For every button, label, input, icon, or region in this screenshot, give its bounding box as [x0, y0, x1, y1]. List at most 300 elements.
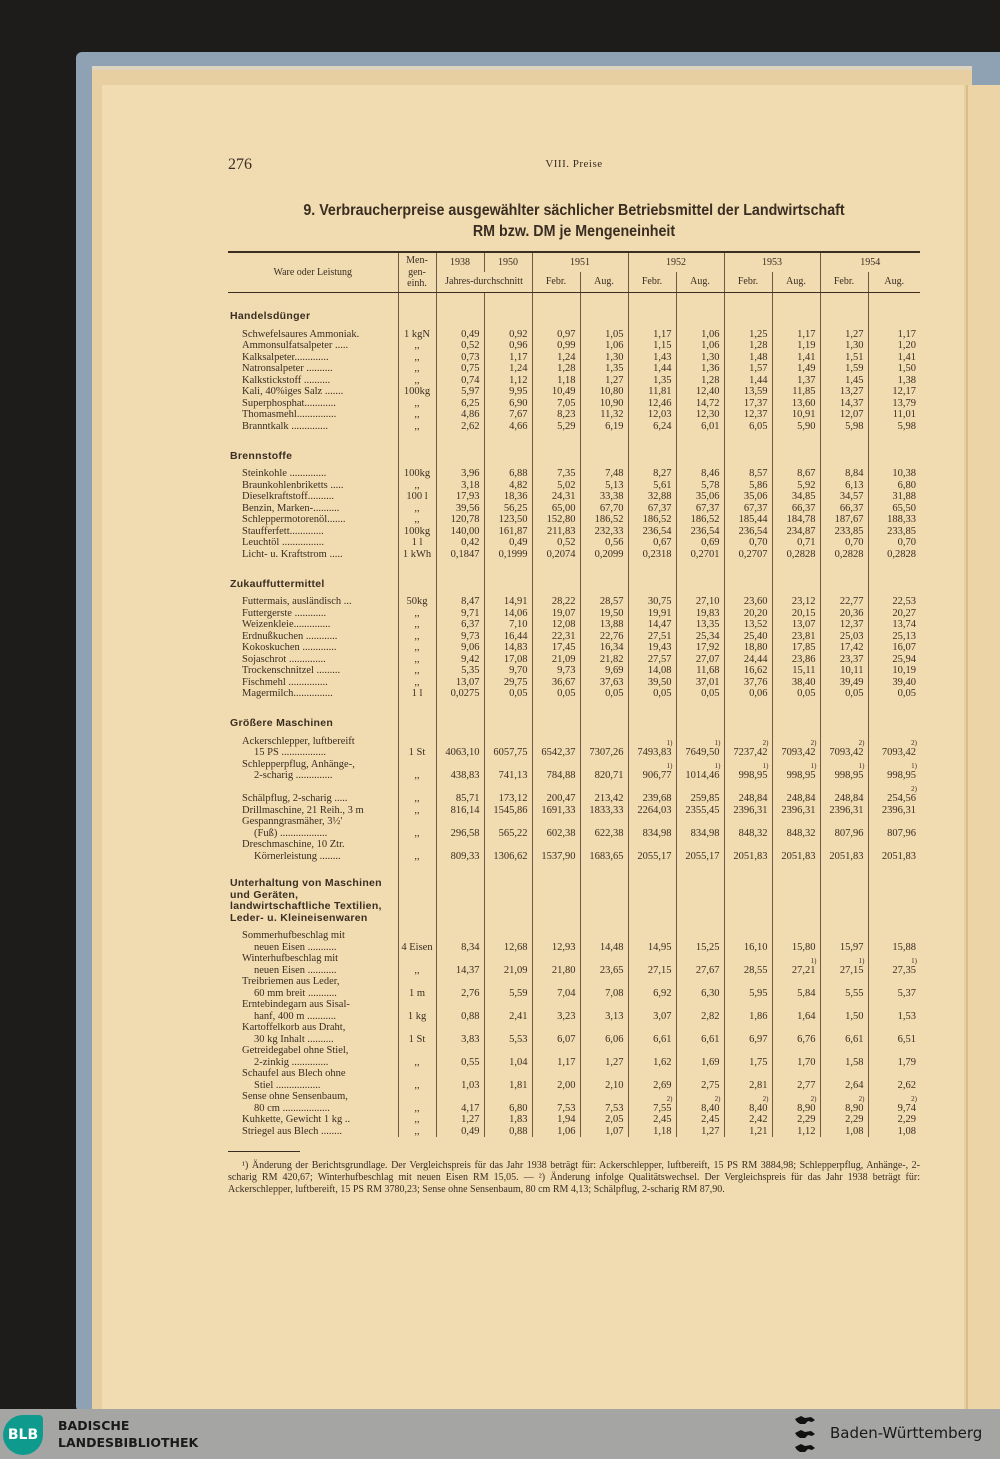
table-row	[228, 421, 920, 433]
value: 6,01	[701, 420, 720, 432]
value: 14,08	[647, 665, 672, 676]
empty-cell	[820, 700, 868, 736]
value-cell	[772, 363, 820, 375]
footnote-marker: 1)	[714, 739, 721, 747]
value-cell	[484, 654, 532, 666]
value-cell	[628, 375, 676, 387]
value: 8,40	[749, 1102, 768, 1114]
value-cell	[772, 782, 820, 805]
value: 1,37	[797, 374, 816, 386]
value: 5,59	[509, 987, 528, 999]
group-header-row	[228, 700, 920, 736]
table-row	[228, 398, 920, 410]
value-wrap	[797, 688, 815, 700]
value-cell	[484, 608, 532, 620]
value: 5,84	[797, 987, 816, 999]
value-wrap	[552, 654, 576, 666]
value: 998,95	[887, 770, 916, 781]
unit-cell: ,,	[398, 409, 436, 421]
value: 2,64	[845, 1079, 864, 1091]
value: 7,05	[557, 397, 576, 409]
value: 6,05	[749, 420, 768, 432]
value: 233,85	[887, 525, 916, 537]
value-cell	[436, 409, 484, 421]
value-cell	[868, 409, 920, 421]
value-cell	[724, 329, 772, 341]
value-wrap	[547, 526, 576, 538]
value-wrap	[600, 642, 624, 654]
value-cell	[676, 805, 724, 817]
value-wrap	[509, 1057, 527, 1069]
value: 0,05	[509, 688, 528, 699]
value-cell	[772, 526, 820, 538]
item-name-line-1: Dieselkraftstoff..........	[242, 491, 334, 502]
value: 7,08	[605, 987, 624, 999]
value: 2396,31	[733, 804, 768, 816]
value-cell	[820, 665, 868, 677]
value: 1,04	[509, 1056, 528, 1068]
value-wrap	[461, 468, 479, 480]
value: 1,17	[653, 328, 672, 340]
value-wrap	[840, 642, 864, 654]
value-cell	[628, 736, 676, 759]
value-wrap	[701, 1114, 719, 1126]
value: 7,55	[653, 1102, 672, 1114]
value: 15,88	[892, 941, 916, 953]
value-cell	[580, 736, 628, 759]
unit-cell: ,,	[398, 805, 436, 817]
value-wrap	[733, 739, 769, 759]
value-cell	[484, 596, 532, 608]
value-cell	[676, 398, 724, 410]
value: 248,84	[834, 793, 864, 804]
value: 816,14	[450, 804, 480, 816]
value-cell	[628, 491, 676, 503]
value-cell	[532, 1045, 580, 1068]
empty-cell	[532, 432, 580, 468]
value: 65,50	[892, 502, 916, 514]
value-wrap	[648, 965, 672, 977]
value-cell	[628, 1114, 676, 1126]
value-cell	[436, 1126, 484, 1138]
item-name	[228, 976, 398, 999]
blb-name[interactable]	[58, 1417, 198, 1451]
value: 7649,50	[685, 747, 720, 758]
value-cell	[484, 398, 532, 410]
header-aug: Aug.	[676, 272, 724, 292]
header-aug: Aug.	[868, 272, 920, 292]
value-cell	[580, 468, 628, 480]
value: 23,65	[599, 964, 624, 976]
value-wrap	[557, 398, 575, 410]
value-wrap	[787, 828, 816, 840]
table-row	[228, 537, 920, 549]
value-cell	[676, 999, 724, 1022]
value: 6,07	[557, 1033, 576, 1045]
value-cell	[436, 631, 484, 643]
value-wrap	[509, 1103, 527, 1115]
item-name-line-2: hanf, 400 m ...........	[254, 1010, 336, 1022]
table-row	[228, 999, 920, 1022]
header-aug: Aug.	[580, 272, 628, 292]
item-name-line-1: Natronsalpeter ..........	[242, 363, 333, 374]
value: 25,40	[743, 630, 768, 642]
unit-cell: 1 kg	[398, 999, 436, 1022]
value: 602,38	[546, 827, 576, 839]
value: 23,12	[791, 596, 816, 607]
empty-cell	[484, 292, 532, 329]
value: 13,35	[695, 619, 720, 630]
value: 27,21	[791, 964, 816, 976]
value-wrap	[797, 1094, 817, 1115]
value-wrap	[461, 1114, 479, 1126]
item-name	[228, 503, 398, 515]
value-wrap	[892, 654, 916, 666]
item-name	[228, 782, 398, 805]
value-cell	[772, 759, 820, 782]
value: 7493,83	[637, 747, 672, 758]
item-name	[228, 596, 398, 608]
value-cell	[676, 491, 724, 503]
footnote-marker: 1)	[911, 956, 917, 965]
value-cell	[580, 398, 628, 410]
blb-logo[interactable]: BLB	[3, 1415, 43, 1455]
value-wrap	[509, 1034, 527, 1046]
item-name-line-1: Kalksalpeter.............	[242, 351, 329, 363]
item-name	[228, 421, 398, 433]
value-wrap	[845, 363, 863, 375]
value-cell	[484, 329, 532, 341]
value-cell	[820, 677, 868, 689]
value: 12,40	[695, 386, 720, 397]
value-cell	[484, 421, 532, 433]
item-name	[228, 340, 398, 352]
value: 0,1847	[450, 548, 480, 560]
value-cell	[436, 514, 484, 526]
value-wrap	[897, 1094, 917, 1115]
value-wrap	[653, 480, 671, 492]
value: 1,27	[461, 1114, 480, 1125]
value: 9,73	[461, 630, 480, 642]
item-name-line-2: 2-scharig ..............	[254, 770, 333, 781]
value-wrap	[829, 851, 863, 863]
value: 0,70	[897, 537, 916, 548]
item-name-line-1: Kartoffelkorb aus Draht,	[242, 1022, 346, 1033]
value: 5,53	[509, 1033, 528, 1045]
value: 0,05	[845, 688, 864, 699]
value: 11,85	[792, 386, 816, 397]
value-cell	[724, 759, 772, 782]
value-cell	[772, 468, 820, 480]
empty-cell	[484, 700, 532, 736]
value-wrap	[744, 503, 768, 515]
value: 17,45	[551, 642, 576, 653]
value: 1,24	[557, 351, 576, 363]
value-wrap	[749, 688, 767, 700]
value: 2396,31	[829, 804, 864, 816]
value: 1,06	[701, 340, 720, 351]
value: 4,86	[461, 409, 480, 420]
value: 8,23	[557, 409, 576, 420]
value-wrap	[461, 1126, 479, 1138]
value-wrap	[892, 642, 916, 654]
value: 0,2828	[834, 548, 864, 560]
value-wrap	[792, 409, 816, 421]
value-wrap	[701, 375, 719, 387]
value-cell	[820, 999, 868, 1022]
value-cell	[436, 1045, 484, 1068]
value: 0,2701	[690, 548, 720, 560]
empty-cell	[628, 292, 676, 329]
value-cell	[772, 386, 820, 398]
value: 186,52	[642, 514, 672, 525]
table-row	[228, 736, 920, 759]
value-wrap	[648, 386, 671, 398]
item-name-line-1: Kokoskuchen .............	[242, 642, 337, 653]
value-wrap	[882, 851, 916, 863]
value-cell	[772, 514, 820, 526]
value: 2051,83	[881, 850, 916, 862]
empty-cell	[820, 862, 868, 930]
value: 8,40	[701, 1102, 720, 1114]
value: 6057,75	[493, 747, 528, 758]
value-cell	[772, 537, 820, 549]
value-wrap	[461, 654, 479, 666]
value: 8,47	[461, 596, 480, 607]
value: 2,41	[509, 1010, 528, 1022]
value-wrap	[509, 1080, 527, 1092]
item-name-line-1: Dreschmaschine, 10 Ztr.	[242, 839, 345, 850]
value-wrap	[749, 537, 767, 549]
value-wrap	[787, 549, 816, 561]
value-wrap	[739, 793, 768, 805]
value-cell	[580, 363, 628, 375]
value: 834,98	[642, 827, 672, 839]
empty-cell	[484, 560, 532, 596]
footnote-marker: 1)	[666, 762, 673, 770]
table-row	[228, 375, 920, 387]
value-wrap	[648, 642, 672, 654]
value-cell	[772, 619, 820, 631]
value-wrap	[887, 785, 917, 805]
value: 784,88	[546, 770, 576, 781]
table-row	[228, 619, 920, 631]
value-cell	[580, 549, 628, 561]
value-cell	[772, 816, 820, 839]
value-wrap	[892, 468, 916, 480]
value-cell	[580, 654, 628, 666]
value-wrap	[648, 619, 672, 631]
bw-name[interactable]: Baden-Württemberg	[830, 1424, 983, 1442]
value: 1,28	[557, 363, 576, 374]
value: 8,27	[653, 468, 672, 479]
value-cell	[484, 999, 532, 1022]
value-wrap	[557, 340, 575, 352]
value: 2396,31	[781, 804, 816, 816]
value-cell	[724, 421, 772, 433]
value-wrap	[509, 619, 527, 631]
header-feb: Febr.	[724, 272, 772, 292]
value: 6542,37	[541, 747, 576, 758]
value-wrap	[701, 988, 719, 1000]
value-wrap	[691, 549, 720, 561]
value: 33,38	[599, 491, 624, 502]
unit-cell: 1 l	[398, 537, 436, 549]
value: 19,07	[551, 607, 576, 619]
table-row	[228, 930, 920, 953]
value: 1,24	[509, 363, 528, 374]
value: 5,98	[845, 420, 864, 432]
value: 188,33	[887, 514, 916, 525]
value-cell	[820, 340, 868, 352]
value-wrap	[701, 537, 719, 549]
empty-cell	[676, 292, 724, 329]
value-cell	[436, 759, 484, 782]
value-cell	[772, 665, 820, 677]
value-cell	[868, 999, 920, 1022]
value-wrap	[749, 1011, 767, 1023]
value-cell	[580, 409, 628, 421]
value-wrap	[461, 619, 479, 631]
value-wrap	[744, 677, 768, 689]
value-wrap	[845, 1126, 863, 1138]
blb-name-line-2: LANDESBIBLIOTHEK	[58, 1435, 199, 1450]
value-wrap	[509, 665, 527, 677]
value-cell	[772, 839, 820, 862]
header-1938: 1938	[436, 252, 484, 272]
empty-cell	[772, 292, 820, 329]
empty-cell	[772, 432, 820, 468]
value-cell	[868, 976, 920, 999]
value-cell	[676, 665, 724, 677]
empty-cell	[532, 560, 580, 596]
value-wrap	[605, 340, 623, 352]
empty-cell	[628, 700, 676, 736]
value-wrap	[595, 770, 624, 782]
value-wrap	[653, 537, 671, 549]
item-name-line-1: Ammonsulfatsalpeter .....	[242, 340, 349, 351]
value: 14,06	[503, 607, 528, 619]
value-wrap	[898, 340, 916, 352]
value: 438,83	[450, 770, 480, 781]
value-wrap	[739, 526, 768, 538]
value-cell	[580, 665, 628, 677]
value-cell	[868, 596, 920, 608]
unit-cell: 100kg	[398, 386, 436, 398]
value-wrap	[898, 537, 916, 549]
value-wrap	[797, 1114, 815, 1126]
footnote-marker: 2)	[762, 1094, 769, 1103]
value: 27,07	[695, 653, 720, 665]
value-wrap	[557, 688, 575, 700]
value: 5,55	[845, 987, 864, 999]
value: 7,10	[509, 619, 528, 630]
value-wrap	[685, 762, 721, 782]
value-cell	[868, 480, 920, 492]
value-cell	[580, 619, 628, 631]
value-cell	[436, 805, 484, 817]
value-cell	[484, 805, 532, 817]
value: 1306,62	[493, 850, 528, 862]
value: 0,05	[557, 688, 576, 699]
value: 1,28	[749, 340, 768, 351]
item-name	[228, 953, 398, 976]
group-header-row	[228, 432, 920, 468]
value-wrap	[643, 514, 672, 526]
value-cell	[868, 1114, 920, 1126]
value: 1,70	[797, 1056, 816, 1068]
value-cell	[868, 930, 920, 953]
value-wrap	[589, 747, 623, 759]
value-wrap	[552, 503, 576, 515]
table-row	[228, 782, 920, 805]
empty-cell	[398, 292, 436, 329]
value-cell	[580, 782, 628, 805]
value: 296,58	[450, 827, 480, 839]
value-cell	[628, 816, 676, 839]
footnote-rule	[228, 1151, 300, 1152]
value-cell	[772, 480, 820, 492]
item-name-line-1: Gespanngrasmäher, 3½'	[242, 816, 343, 827]
value: 56,25	[503, 502, 528, 514]
unit-cell: ,,	[398, 1114, 436, 1126]
value-wrap	[547, 514, 576, 526]
unit-cell: ,,	[398, 654, 436, 666]
value-cell	[724, 480, 772, 492]
value-wrap	[461, 537, 479, 549]
value-cell	[868, 759, 920, 782]
value: 65,00	[551, 502, 576, 514]
table-row	[228, 1068, 920, 1091]
value: 1,50	[897, 363, 916, 374]
value-wrap	[887, 526, 916, 538]
value-wrap	[739, 514, 768, 526]
value: 1,94	[557, 1114, 576, 1125]
value: 17,93	[455, 491, 480, 502]
value-wrap	[787, 526, 816, 538]
value-cell	[820, 1022, 868, 1045]
value-wrap	[845, 1094, 865, 1115]
value-wrap	[701, 1080, 719, 1092]
value: 2355,45	[685, 804, 720, 816]
value: 1,06	[557, 1125, 576, 1137]
value: 15,80	[791, 941, 816, 953]
value-wrap	[898, 363, 916, 375]
value-cell	[724, 526, 772, 538]
value: 13,52	[743, 619, 768, 630]
value-wrap	[892, 942, 916, 954]
value: 38,40	[791, 676, 816, 688]
value-wrap	[552, 491, 576, 503]
value-wrap	[749, 352, 767, 364]
value-wrap	[792, 642, 816, 654]
value: 37,63	[599, 676, 624, 688]
value: 23,37	[839, 653, 864, 665]
value: 2,42	[749, 1114, 768, 1125]
value-cell	[676, 839, 724, 862]
value-wrap	[547, 770, 576, 782]
value: 20,27	[892, 607, 916, 619]
value-wrap	[835, 514, 864, 526]
value-cell	[628, 421, 676, 433]
value-cell	[532, 375, 580, 387]
value-wrap	[600, 409, 623, 421]
value-cell	[628, 340, 676, 352]
value: 13,60	[791, 397, 816, 409]
value-wrap	[504, 654, 528, 666]
item-name-line-1: Winterhufbeschlag mit	[242, 953, 339, 964]
value: 1,08	[897, 1125, 916, 1137]
